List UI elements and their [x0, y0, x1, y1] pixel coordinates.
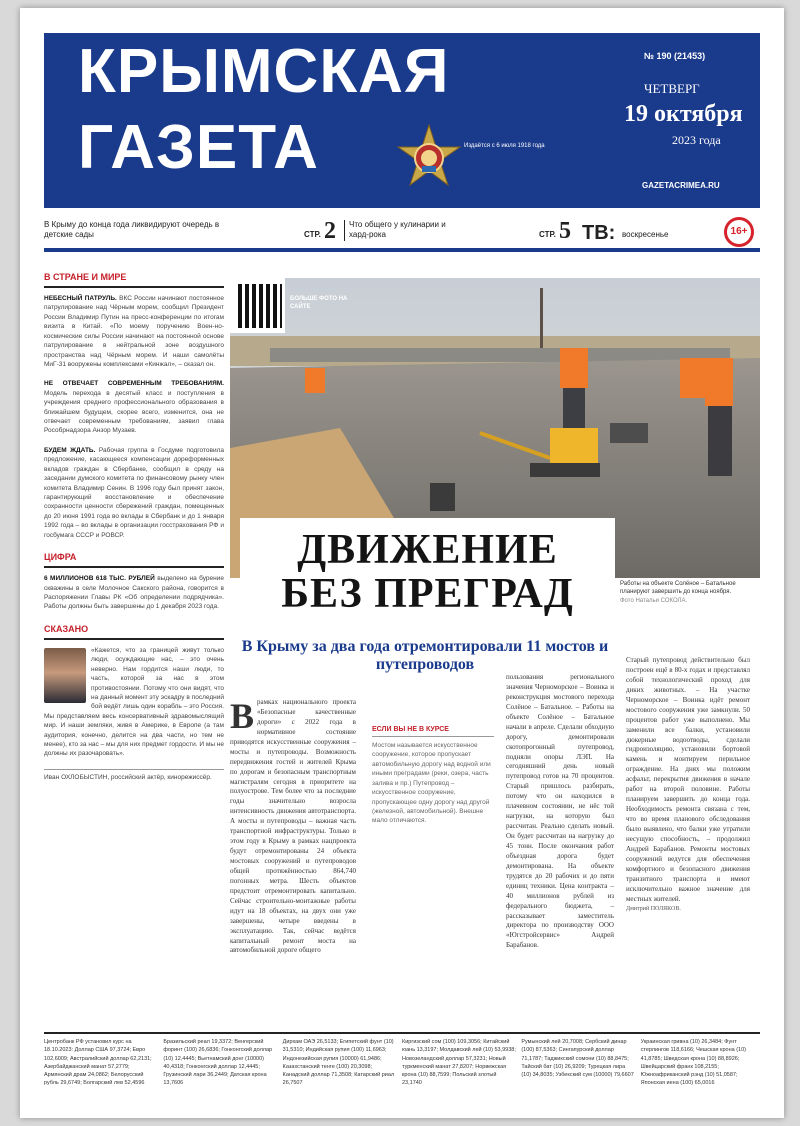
news-head: НЕБЕСНЫЙ ПАТРУЛЬ. [44, 295, 117, 302]
news-text: Модель перехода в десятый класс и поступления в учреждения среднего профессионального образования в ближайшем будущем, скорее всего, изменится, она не отвечает современным требованиям, заявил глава Рособрнадзора Анзор Музаев. [44, 389, 224, 435]
news-item [44, 379, 224, 436]
figure-item [44, 574, 224, 612]
news-text: ВКС России начинают постоянное патрулирование над Чёрным морем, сообщил Президент России Владимир Путин на пресс-конференции по итогам визита в Китай. «По моему поручению Воен-но-космические силы России начинают на постоянной основе патрулирование в нейтральной зоне воздушного пространства над Чёрным морем. И наши самолёты МиГ-31 вооружены комплексами «Кинжал», – сказал он. [44, 295, 224, 368]
teaser-1-page-label: СТР. [304, 230, 321, 239]
main-headline [240, 518, 615, 628]
article-column-4 [626, 656, 750, 914]
masthead-title-line1: КРЫМСКАЯ [78, 37, 450, 106]
newspaper-page [20, 8, 784, 1118]
left-news-column [44, 270, 224, 792]
article-author: Дмитрий ПОЛЯКОВ. [626, 906, 681, 913]
quote-text: «Кажется, что за границей живут только люди, осуждающие нас, – это очень неверно. Нам гордится наши люди, то часть, которой за нас в этом противостоянии. Потому что они видят, что на данный момент эту эскадру в последний бой ведёт лишь один корабль – это Россия. Мы представляем весь консервативный здравомыслящий мир. И наши земляки, живя в Америке, в Европе (а там аудитория, конечно, делится на два части, но тем не менее), кто за нас – мы для них предмет гордости. И мы не должны их разочаровать». [44, 646, 225, 758]
quote-block [44, 646, 224, 782]
rates-column: Румынский лей 20,7008; Сербский динар (100) 87,5363; Сингапурский доллар 71,1787; Таджикский сомони (10) 88,8475; Тайский бат (10) 26,9209; Турецкая лира (10) 34,8035; Узбекский сум (10000) 79,6607 [521, 1039, 634, 1078]
tv-label: ТВ: [582, 222, 616, 244]
figure-head: 6 МИЛЛИОНОВ 618 ТЫС. РУБЛЕЙ [44, 575, 155, 583]
dropcap: В [230, 696, 255, 736]
weekday: ЧЕТВЕРГ [644, 81, 700, 96]
site-link[interactable]: GAZETACRIMEA.RU [642, 181, 720, 190]
rates-column: Бразильский реал 19,3372; Венгерский форинт (100) 26,6836; Гонконгский доллар (10) 12,4445; Вьетнамский донг (10000) 40,4318; Гонконгский доллар 12,4445; Грузинский лари 36,2449; Датская крона 13,7606 [163, 1039, 273, 1087]
subheadline: В Крыму за два года отремонтировали 11 мостов и путепроводов [241, 638, 609, 674]
news-item [44, 294, 224, 369]
infobox-title: ЕСЛИ ВЫ НЕ В КУРСЕ [372, 726, 494, 737]
article-column-1 [230, 698, 356, 956]
masthead [44, 33, 760, 208]
masthead-since: Издаётся с 6 июля 1918 года [464, 143, 545, 149]
infobox [372, 726, 494, 826]
photo-caption [620, 580, 760, 605]
figure-text: выделено на бурение скважины в селе Молочное Сакского района, говорится в Распоряжении Главы РК «Об определении подрядчика». Работы должны быть завершены до 1 декабря 2023 года. [44, 575, 224, 611]
qr-code-icon[interactable] [238, 284, 282, 328]
teaser-2-page: 5 [559, 218, 571, 244]
caption-text: Работы на объекте Солёное – Батальное планируют завершить до конца ноября. [620, 581, 736, 596]
news-text: Рабочая группа в Госдуме подготовила предложение, касающееся компенсации дореформенных вкладов граждан в Сбербанке, сообщил в среду на заседании думского комитета по финансовому рынку член комитета Владимир Сенин. В 1996 году был принят закон, гарантирующий восстановление и обеспечение сохранности ценности сбережений граждан, помещенных до 20 июня 1991 года во вклады в Сбербанк и до 1 января 1992 года – во вклады в организации госстрахования РФ и госбумага СССР и РОВСР. [44, 446, 225, 539]
headline-line1: ДВИЖЕНИЕ [297, 527, 558, 573]
rates-column: Дирхам ОАЭ 26,5133; Египетский фунт (10) 31,5310; Индийская рупия (100) 11,6963; Индонезийская рупия (10000) 61,9486; Казахстанский тенге (100) 20,3098; Канадский доллар 71,3508; Катарский риал 26,7507 [282, 1039, 395, 1087]
section-title-figure: ЦИФРА [44, 550, 224, 568]
issue-year: 2023 года [672, 133, 721, 147]
quote-author: Иван ОХЛОБЫСТИН, российский актёр, кинорежиссёр. [44, 769, 224, 782]
photo-credit: Фото Натальи СОКОЛА. [620, 597, 688, 604]
news-head: БУДЕМ ЖДАТЬ. [44, 446, 96, 454]
rates-column: Украинская гривна (10) 26,3484; Фунт стерлингов 118,6166; Чешская крона (10) 41,8785; Шведская крона (10) 88,8926; Швейцарский франк 108,2155; Южноафриканский рэнд (10) 51,0587; Японская иена (100) 65,0016 [640, 1039, 746, 1087]
section-title-quote: СКАЗАНО [44, 622, 224, 640]
issue-number: № 190 (21453) [644, 51, 706, 61]
article-column-3: пользования регионального значения Черноморское – Воинка и реконструкция мостового перехода Солёное – Батальное. – Работы на объекте Солёное – Батальное начали в апреле. Сделали обходную дорогу, демонтировали скотопрогонный путепровод, подняли опоры ЛЭП. На сегодняшний день новый путепровод готов на 70 процентов. Старый пришлось разбирать, потому что он находился в плачевном состоянии, не нёс той нагрузки, на которую был рассчитан. Реально сделать новый. Он будет рассчитан на нагрузку до 45 тонн. После окончания работ объездная дорога будет демонтирована. На объекте трудятся до 20 рабочих и до пяти единиц техники. Цена контракта – 40 миллионов рублей из федерального бюджета, – рассказывает заместитель директора по производству ООО «Югстройсервис» Андрей Барабанов. [506, 673, 614, 950]
currency-rates [44, 1032, 760, 1088]
order-emblem-icon [394, 123, 464, 193]
issue-date: 19 октября [624, 101, 743, 127]
rates-column: Центробанк РФ установил курс на 18.10.2023: Доллар США 97,3724; Евро 102,6009; Австралийский доллар 62,2131; Азербайджанский манат 57,2779; Армянский драм 24,0862; Белорусский рубль 29,6749; Болгарский лев 52,4596 [44, 1039, 152, 1087]
age-rating-badge: 16+ [724, 217, 754, 247]
teaser-2-text: Что общего у кулинарии и хард-рока [344, 220, 464, 241]
teaser-2-page-label: СТР. [539, 230, 556, 239]
article-col4-text: Старый путепровод действительно был построен ещё в 80-х годах и представлял собой технологический проход для диких животных. – На участке Черноморское – Воинка идёт ремонт мостового сооружения уже замкнули. 50 процентов работ уже выполнено. Мы заменили все балки, установили дюкерные водоотводы, сделали гидроизоляцию, установили бортовой камень и монтируем перильное ограждение. На днях мы положим асфальт, перекрытия движения в начале работ на второй половине. Работы планируем завершить до конца года. Необходимость ремонта связана с тем, что во время планового обследования было выявлено, что балки уже утратили несущую способность, – продолжил Андрей Барабанов. Ремонты мостовых сооружений ведутся для обеспечения комфортного и безопасного движения транзитного транспорта и имеют исключительно важное значение для местных жителей. [626, 656, 750, 903]
qr-label: БОЛЬШЕ ФОТО НА САЙТЕ [290, 296, 348, 310]
infobox-text: Мостом называется искусственное сооружение, которое пропускает автомобильную дорогу над водной или иными преградами (реки, озера, часть залива и пр.) Путепровод – искусственное сооружение, пропускающее одну дорогу над другой (железной, автомобильной). Внешне мало отличаются. [372, 742, 491, 825]
section-title-country: В СТРАНЕ И МИРЕ [44, 270, 224, 288]
teaser-1-page: 2 [324, 218, 336, 244]
news-item [44, 446, 224, 540]
masthead-title-line2: ГАЗЕТА [78, 113, 319, 182]
headline-line2: БЕЗ ПРЕГРАД [281, 571, 574, 618]
news-head: НЕ ОТВЕЧАЕТ СОВРЕМЕННЫМ ТРЕБОВАНИЯМ. [44, 380, 224, 388]
teaser-row [44, 218, 760, 252]
rates-column: Киргизский сом (100) 109,3056; Китайский юань 13,3197; Молдавский лей (10) 53,9938; Новозеландский доллар 57,3231; Новый туркменский манат 27,8207; Норвежская крона (10) 88,7599; Польский злотый 23,1740 [401, 1039, 516, 1087]
tv-text: воскресенье [622, 230, 669, 239]
teaser-1-text: В Крыму до конца года ликвидируют очередь в детские сады [44, 220, 220, 240]
article-col1-text: рамках национального проекта «Безопасные качественные дороги» с 2022 года в нормативное состояние приводятся искусственные сооружения – мосты и путепроводы. Возможность передвижения гостей и жителей Крыма по дорогам и безопасным транспортным магистралям сегодня в приоритете на полуострове. Тем более что за последние годы значительно возросла интенсивность движения автотранспорта. А мосты и путепроводы – важная часть транспортной инфраструктуры. Только в этом году в Крыму в рамках нацпроекта будут отремонтированы 24 объекта мостовых сооружений и путепроводов общей протяжённостью 864,740 погонных метра. Шесть объектов предстоит отремонтировать капитально. Сейчас строительно-монтажные работы идут на 18 объектах, на двух они уже завершены, четыре введены в эксплуатацию. Так, сейчас ведётся капитальный ремонт моста на автомобильной дороге общего [230, 698, 356, 955]
author-portrait [44, 648, 86, 703]
